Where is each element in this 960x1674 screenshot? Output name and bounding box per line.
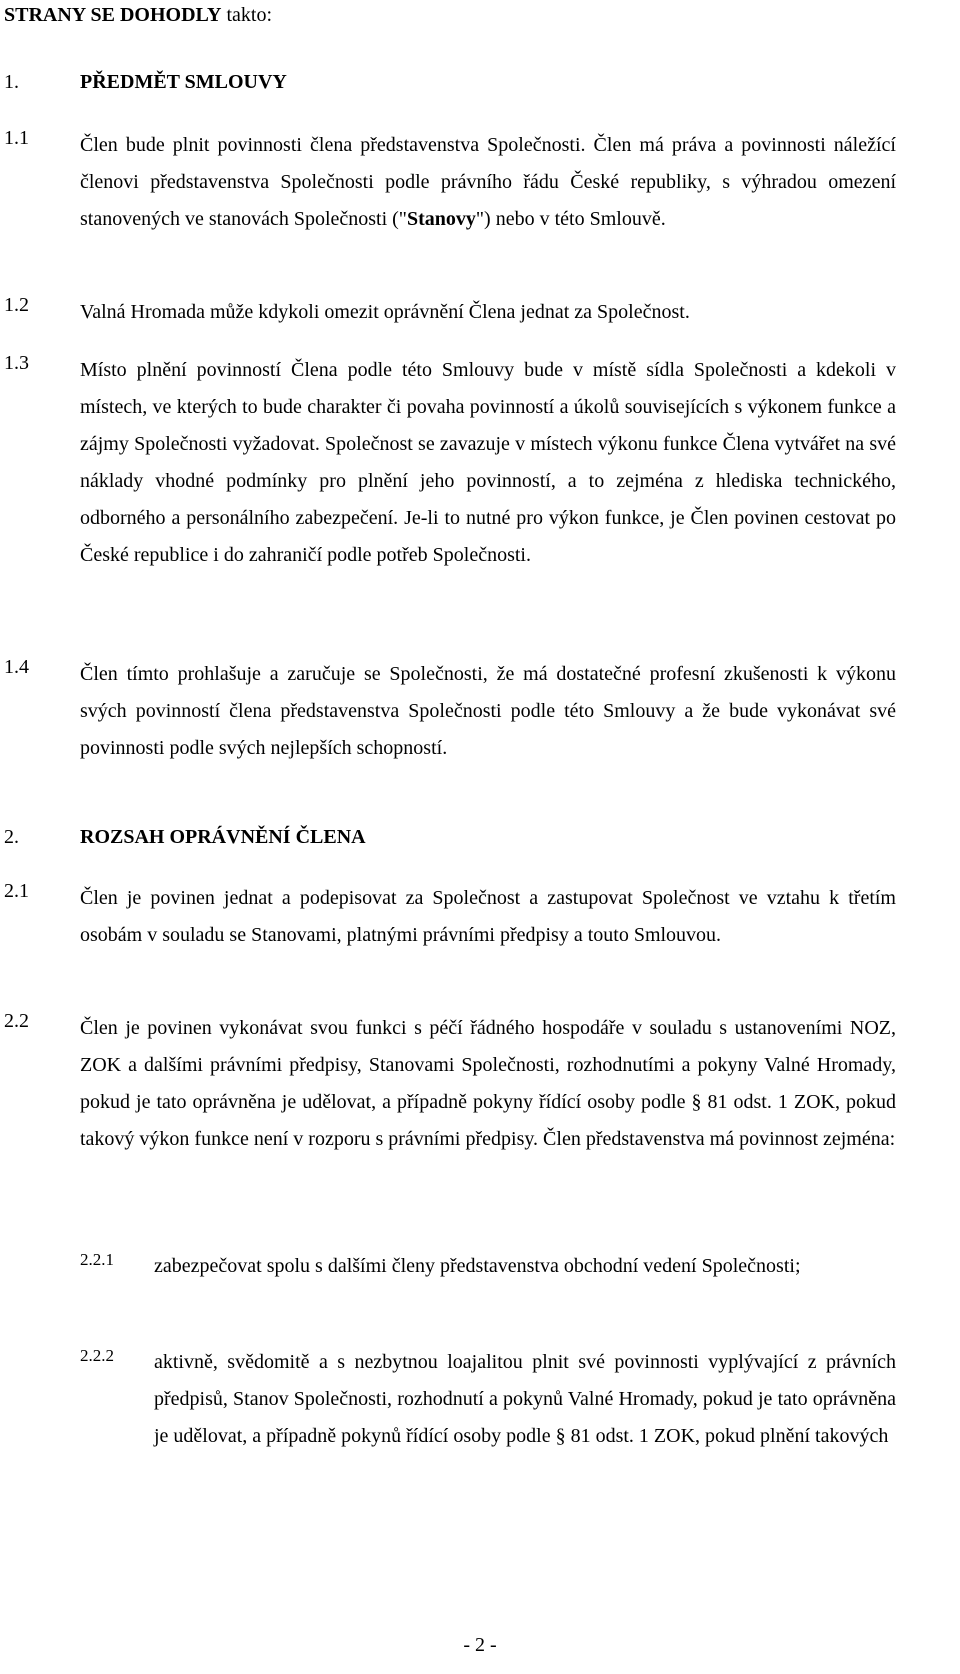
clause-1-2	[4, 294, 896, 331]
clause-number: 1.4	[4, 656, 29, 678]
section-heading-2	[4, 826, 366, 849]
clause-text-part: Člen bude plnit povinnosti člena představenstva Společnosti. Člen má práva a povinnosti náležící členovi představenstva Společnosti podle právního řádu České republiky, s výhradou omezení stanovených ve stanovách Společnosti ("	[80, 134, 896, 230]
section-number: 1.	[4, 71, 19, 93]
section-number: 2.	[4, 826, 19, 848]
clause-1-1	[4, 127, 896, 238]
page-number: - 2 -	[463, 1634, 497, 1656]
clause-text: Valná Hromada může kdykoli omezit oprávnění Člena jednat za Společnost.	[80, 301, 690, 323]
clause-text: Člen tímto prohlašuje a zaručuje se Společnosti, že má dostatečné profesní zkušenosti k výkonu svých povinností člena představenstva Společnosti podle této Smlouvy a že bude vykonávat své povinnosti podle svých nejlepších schopností.	[80, 663, 896, 759]
defined-term: Stanovy	[406, 208, 476, 230]
subclause-text: zabezpečovat spolu s dalšími členy představenstva obchodní vedení Společnosti;	[154, 1255, 801, 1277]
clause-text: Člen je povinen vykonávat svou funkci s péčí řádného hospodáře v souladu s ustanoveními NOZ, ZOK a dalšími právními předpisy, Stanovami Společnosti, rozhodnutími a pokyny Valné Hromady, pokud je tato oprávněna je udělovat, a případně pokyny řídící osoby podle § 81 odst. 1 ZOK, pokud takový výkon funkce není v rozporu s právními předpisy. Člen představenstva má povinnost zejména:	[80, 1017, 896, 1150]
clause-text-part: ") nebo v této Smlouvě.	[475, 208, 666, 230]
subclause-2-2-2	[80, 1344, 896, 1455]
subclause-number: 2.2.2	[80, 1346, 114, 1365]
clause-text	[80, 127, 896, 238]
clause-number: 1.2	[4, 294, 29, 316]
subclause-text: aktivně, svědomitě a s nezbytnou loajalitou plnit své povinnosti vyplývající z právních předpisů, Stanov Společnosti, rozhodnutí a pokynů Valné Hromady, pokud je tato oprávněna je udělovat, a případně pokynů řídící osoby podle § 81 odst. 1 ZOK, pokud plnění takových	[154, 1351, 896, 1447]
clause-number: 1.3	[4, 352, 29, 374]
subclause-number: 2.2.1	[80, 1250, 114, 1269]
clause-1-3	[4, 352, 896, 574]
clause-number: 2.2	[4, 1010, 29, 1032]
clause-text: Člen je povinen jednat a podepisovat za Společnost a zastupovat Společnost ve vztahu k třetím osobám v souladu se Stanovami, platnými právními předpisy a touto Smlouvou.	[80, 887, 896, 946]
intro-bold: STRANY SE DOHODLY	[4, 4, 222, 26]
intro-line	[4, 0, 272, 30]
section-title: ROZSAH OPRÁVNĚNÍ ČLENA	[80, 826, 366, 848]
clause-1-4	[4, 656, 896, 767]
clause-number: 2.1	[4, 880, 29, 902]
intro-rest: takto:	[221, 4, 273, 26]
clause-number: 1.1	[4, 127, 29, 149]
section-heading-1	[4, 71, 287, 94]
section-title: PŘEDMĚT SMLOUVY	[80, 71, 287, 93]
clause-2-2	[4, 1010, 896, 1158]
clause-text: Místo plnění povinností Člena podle této Smlouvy bude v místě sídla Společnosti a kdekoli v místech, ve kterých to bude charakter či povaha povinností a úkolů souvisejících s výkonem funkce a zájmy Společnosti vyžadovat. Společnost se zavazuje v místech výkonu funkce Člena vytvářet na své náklady vhodné podmínky pro plnění jeho povinností, a to zejména z hlediska technického, odborného a personálního zabezpečení. Je-li to nutné pro výkon funkce, je Člen povinen cestovat po České republice i do zahraničí podle potřeb Společnosti.	[80, 359, 896, 566]
subclause-2-2-1	[80, 1248, 896, 1285]
clause-2-1	[4, 880, 896, 954]
